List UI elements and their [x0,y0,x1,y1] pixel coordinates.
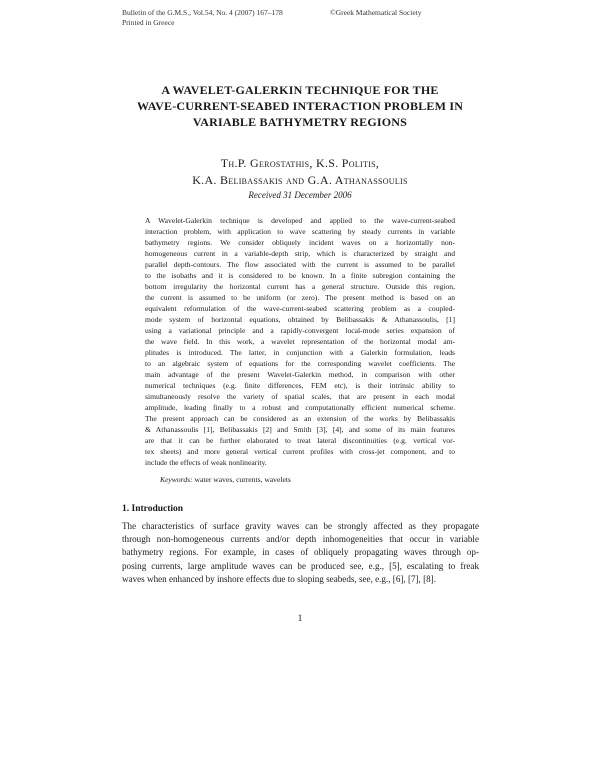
abstract [145,215,455,468]
author-line-2: K.A. Belibassakis and G.A. Athanassoulis [192,173,408,187]
keywords [160,474,291,485]
title-line-2: WAVE-CURRENT-SEABED INTERACTION PROBLEM IN [136,99,464,113]
abstract-line: parallel depth-contours. The flow associated with the current is assumed to be parallel [145,260,455,269]
abstract-line: using a variational principle and a rapidly-convergent local-mode series expansion of [145,326,455,335]
abstract-line: to the isobaths and it is considered to be known. In a finite subregion containing the [145,271,455,280]
abstract-line: the wave field. In this work, a wavelet representation of the horizontal modal am- [145,337,455,346]
title-line-3: VARIABLE BATHYMETRY REGIONS [192,115,408,129]
author-list [100,155,500,189]
intro-line: through non-homogeneous currents and/or depth inhomogeneities that occur in variable [122,534,479,545]
abstract-line: are that it can be further elaborated to treat lateral discontinuities (e.g. vertical vor- [145,436,455,445]
abstract-line: equivalent reformulation of the wave-current-seabed scattering problem as a coupled- [145,304,455,313]
journal-header-line-2: Printed in Greece [122,18,175,27]
intro-line: The characteristics of surface gravity waves can be strongly affected as they propagate [122,521,479,531]
abstract-line: A Wavelet-Galerkin technique is developed and applied to the wave-current-seabed [145,216,455,225]
abstract-line: numerical techniques (e.g. finite differences, FEM etc), is their intrinsic ability to [145,381,455,390]
abstract-line: bathymetry regions. We consider obliquely incident waves on a horizontally non- [145,238,455,247]
abstract-line: tex sheets) and more general vertical current profiles with cross-jet component, and to [145,447,455,456]
journal-header-line-1: Bulletin of the G.M.S., Vol.54, No. 4 (2007) 167–178 [122,8,283,17]
paper-title [100,82,500,130]
intro-line: bathymetry regions. For example, in cases of obliquely propagating waves through op- [122,547,479,558]
received-date: Received 31 December 2006 [248,190,352,200]
abstract-line: interaction problem, with application to wave scattering by steady currents in variable [145,227,455,236]
abstract-line: mode system of horizontal equations, obtained by Belibassakis & Athanassoulis, [1] [145,315,455,324]
copyright-notice: ©Greek Mathematical Society [330,8,422,17]
abstract-line: homogeneous current in a variable-depth strip, which is characterized by straight and [145,249,455,258]
abstract-line: The present approach can be considered as an extension of the works by Belibassakis [145,414,455,423]
section-heading: 1. Introduction [122,504,184,514]
keywords-label: Keywords: [160,475,193,484]
page-number: 1 [297,614,303,624]
abstract-line: to an algebraic system of equations for the corresponding wavelet coefficients. The [145,359,455,368]
abstract-line: simultaneously resolve the variety of spatial scales, that are present in each modal [145,392,455,401]
intro-line: posing currents, large amplitude waves can be produced see, e.g., [5], escalating to freak [122,560,479,571]
abstract-line: the current is assumed to be uniform (or zero). The present method is based on an [145,293,455,302]
abstract-line: bottom irregularity the horizontal current has a general structure. Outside this region, [145,282,455,291]
title-line-1: A WAVELET-GALERKIN TECHNIQUE FOR THE [161,83,439,97]
abstract-line: amplitude, leading finally to a robust and computationally efficient numerical scheme. [145,403,455,412]
introduction-paragraph [122,520,479,586]
author-line-1: Th.P. Gerostathis, K.S. Politis, [220,156,380,170]
abstract-line: plitudes is introduced. The latter, in conjunction with a Galerkin formulation, leads [145,348,455,357]
abstract-line: & Athanassoulis [1], Belibassakis [2] and Smith [3], [4], and some of its main features [145,425,455,434]
journal-header [122,8,283,28]
keywords-text: water waves, currents, wavelets [194,475,291,484]
abstract-line: include the effects of weak nonlinearity. [145,458,267,467]
abstract-line: main advantage of the present Wavelet-Galerkin method, in comparison with other [145,370,455,379]
intro-line: waves when enhanced by inshore effects due to sloping seabeds, see, e.g., [6], [7], [8]. [122,573,436,584]
